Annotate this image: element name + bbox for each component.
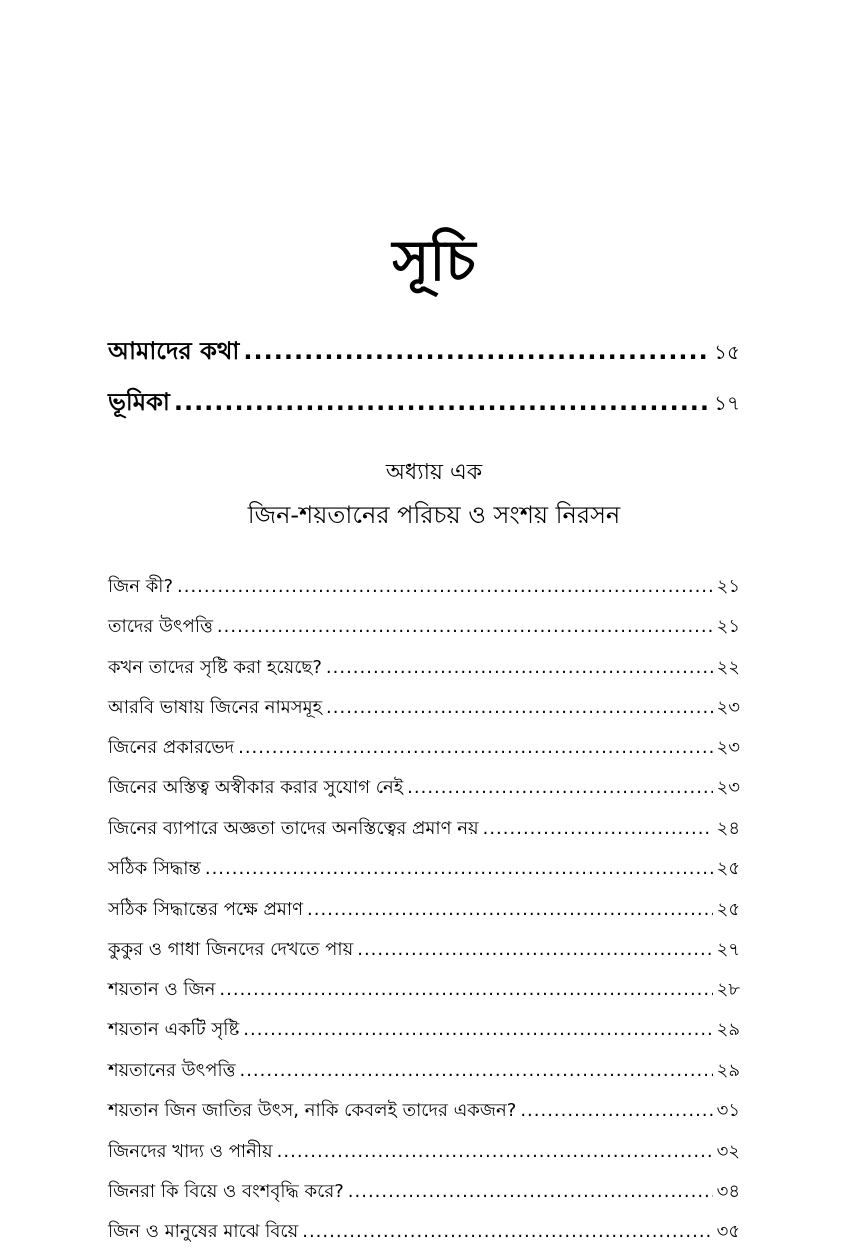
toc-page-number: ২২	[716, 657, 740, 678]
toc-label: তাদের উৎপত্তি	[108, 616, 213, 637]
toc-entry[interactable]	[108, 693, 740, 724]
toc-label: শয়তান একটি সৃষ্টি	[108, 1019, 240, 1040]
toc-entry[interactable]	[108, 854, 740, 885]
toc-label: আরবি ভাষায় জিনের নামসমূহ	[108, 697, 323, 718]
page-title: সূচি	[392, 229, 476, 294]
dot-leader	[326, 657, 713, 678]
toc-page-number: ২৮	[716, 979, 740, 1000]
toc-entry[interactable]	[108, 814, 740, 845]
toc-page-number: ২৪	[716, 818, 740, 839]
toc-page-number: ২১	[716, 616, 740, 637]
toc-page-number: ২১	[716, 576, 740, 597]
toc-entry[interactable]	[108, 975, 740, 1006]
dot-leader	[520, 1100, 712, 1121]
toc-label: জিনের প্রকারভেদ	[108, 737, 235, 758]
toc-page-number: ২৯	[716, 1019, 740, 1040]
dot-leader	[243, 337, 710, 365]
toc-label: জিনের ব্যাপারে অজ্ঞতা তাদের অনস্তিত্বের প্রমাণ নয়	[108, 818, 479, 839]
toc-entry[interactable]	[108, 1015, 740, 1046]
toc-page-number: ৩৫	[716, 1221, 740, 1242]
toc-entry[interactable]	[108, 1177, 740, 1208]
toc-page-number: ৩২	[716, 1141, 740, 1162]
toc-entry[interactable]	[108, 1137, 740, 1168]
toc-label: শয়তান ও জিন	[108, 979, 216, 1000]
toc-label: শয়তানের উৎপত্তি	[108, 1060, 236, 1081]
toc-entry[interactable]	[108, 895, 740, 926]
dot-leader	[302, 1221, 712, 1242]
toc-label: কুকুর ও গাধা জিনদের দেখতে পায়	[108, 939, 354, 960]
dot-leader	[348, 1181, 713, 1202]
toc-label: জিন কী?	[108, 576, 174, 597]
dot-leader	[243, 1019, 712, 1040]
toc-page-number: ২৩	[716, 697, 740, 718]
toc-entry[interactable]	[108, 733, 740, 764]
toc-entry[interactable]	[108, 612, 740, 643]
dot-leader	[483, 818, 713, 839]
toc-label: জিন ও মানুষের মাঝে বিয়ে	[108, 1221, 299, 1242]
toc-label: সঠিক সিদ্ধান্ত	[108, 858, 201, 879]
toc-entry[interactable]	[108, 773, 740, 804]
toc-label: ভূমিকা	[108, 388, 170, 416]
dot-leader	[326, 697, 713, 718]
toc-page-number: ২৫	[716, 858, 740, 879]
toc-page-number: ২৩	[716, 777, 740, 798]
toc-entry[interactable]	[108, 935, 740, 966]
toc-page-number: ২৯	[716, 1060, 740, 1081]
dot-leader	[238, 737, 712, 758]
toc-page-number: ১৭	[714, 391, 740, 415]
toc-page-number: ২৫	[716, 899, 740, 920]
toc-page-number: ২৭	[716, 939, 740, 960]
dot-leader	[407, 777, 712, 798]
toc-page-number: ৩৪	[716, 1181, 740, 1202]
toc-label: জিনরা কি বিয়ে ও বংশবৃদ্ধি করে?	[108, 1181, 344, 1202]
dot-leader	[174, 388, 710, 416]
dot-leader	[357, 939, 712, 960]
toc-page-number: ২৩	[716, 737, 740, 758]
dot-leader	[219, 979, 712, 1000]
toc-entry[interactable]	[108, 572, 740, 603]
toc-front-row[interactable]	[108, 333, 740, 373]
chapter-title: জিন-শয়তানের পরিচয় ও সংশয় নিরসন	[247, 501, 621, 529]
toc-label: সঠিক সিদ্ধান্তের পক্ষে প্রমাণ	[108, 899, 303, 920]
toc-front-row[interactable]	[108, 384, 740, 424]
dot-leader	[277, 1141, 713, 1162]
toc-entry[interactable]	[108, 653, 740, 684]
toc-page-number: ১৫	[714, 340, 740, 364]
toc-label: আমাদের কথা	[108, 337, 240, 365]
dot-leader	[239, 1060, 712, 1081]
toc-entry[interactable]	[108, 1056, 740, 1087]
toc-entry[interactable]	[108, 1217, 740, 1248]
toc-label: কখন তাদের সৃষ্টি করা হয়েছে?	[108, 657, 322, 678]
toc-entry[interactable]	[108, 1096, 740, 1127]
chapter-number: অধ্যায় এক	[385, 460, 483, 485]
toc-page-number: ৩১	[716, 1100, 740, 1121]
toc-label: শয়তান জিন জাতির উৎস, নাকি কেবলই তাদের একজন?	[108, 1100, 517, 1121]
dot-leader	[177, 576, 713, 597]
toc-label: জিনের অস্তিত্ব অস্বীকার করার সুযোগ নেই	[108, 777, 404, 798]
dot-leader	[307, 899, 713, 920]
toc-label: জিনদের খাদ্য ও পানীয়	[108, 1141, 273, 1162]
dot-leader	[205, 858, 713, 879]
dot-leader	[217, 616, 713, 637]
